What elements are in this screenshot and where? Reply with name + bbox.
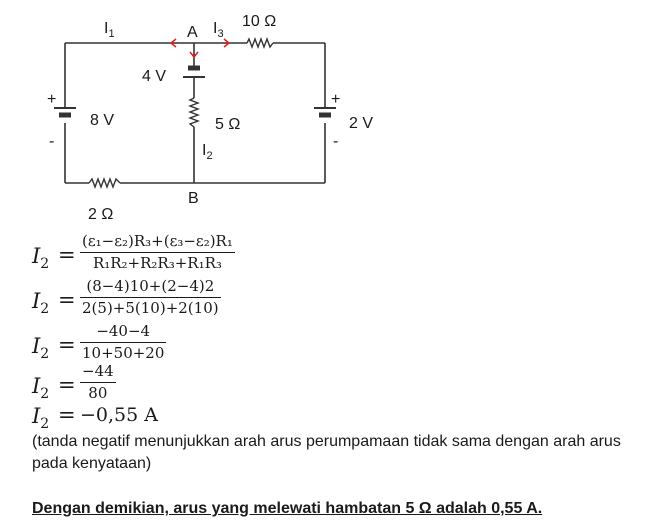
note-line-1: (tanda negatif menunjukkan arah arus perumpamaan tidak sama dengan arah arus — [32, 433, 621, 450]
equals-sign: = — [58, 243, 76, 267]
resistor-top — [247, 39, 273, 47]
label-r-top: 10 Ω — [242, 13, 277, 30]
battery-left — [54, 108, 76, 115]
equals-sign: = — [58, 403, 76, 427]
fraction-bar — [80, 297, 221, 298]
current-arrows — [171, 39, 229, 57]
equals-sign: = — [58, 288, 76, 312]
battery-middle — [183, 68, 205, 77]
fraction-numerator: −44 — [82, 362, 114, 380]
label-node-a: A — [187, 24, 198, 41]
fraction-denominator: 2(5)+5(10)+2(10) — [82, 299, 219, 317]
fraction-numerator: (ε₁−ε₂)R₃+(ε₃−ε₂)R₁ — [82, 232, 233, 250]
conclusion-text: Dengan demikian, arus yang melewati hambatan 5 Ω adalah 0,55 A. — [32, 500, 543, 517]
label-i3: $I_3$ — [213, 20, 224, 40]
fraction-denominator: R₁R₂+R₂R₃+R₁R₃ — [92, 254, 222, 272]
label-node-b: B — [188, 190, 199, 207]
equation-lhs: $I_2$ — [32, 334, 50, 363]
fraction-bar — [80, 342, 166, 343]
fraction-bar — [80, 252, 235, 253]
equation-fraction-4 — [80, 362, 116, 402]
battery-right — [314, 108, 336, 115]
equation-result: −0,55 A — [80, 404, 158, 426]
fraction-numerator: (8−4)10+(2−4)2 — [86, 277, 215, 295]
label-r-mid: 5 Ω — [215, 116, 241, 133]
equals-sign: = — [58, 373, 76, 397]
label-emf-mid: 4 V — [142, 68, 167, 85]
equation-lhs: $I_2$ — [32, 289, 50, 318]
circuit-diagram — [0, 0, 672, 230]
note-line-2: pada kenyataan) — [32, 455, 152, 472]
equation-fraction-2 — [80, 277, 221, 317]
resistor-bottom — [89, 179, 120, 187]
equation-fraction-3 — [80, 322, 166, 362]
label-plus-left: + — [47, 91, 57, 108]
equation-lhs: $I_2$ — [32, 374, 50, 403]
label-i2: $I_2$ — [202, 142, 213, 162]
equals-sign: = — [58, 333, 76, 357]
equation-lhs: $I_2$ — [32, 244, 50, 273]
label-plus-right: + — [331, 91, 341, 108]
label-emf-right: 2 V — [349, 115, 374, 132]
explanation-note — [32, 431, 621, 475]
fraction-denominator: 80 — [88, 384, 108, 402]
label-r-bottom: 2 Ω — [88, 206, 114, 223]
equation-fraction-1 — [80, 232, 235, 272]
fraction-bar — [80, 382, 116, 383]
label-i1: $I_1$ — [104, 20, 115, 40]
resistor-middle — [190, 98, 198, 127]
label-minus-right: - — [333, 133, 339, 150]
fraction-denominator: 10+50+20 — [82, 344, 165, 362]
label-emf-left: 8 V — [90, 112, 115, 129]
fraction-numerator: −40−4 — [96, 322, 151, 340]
equation-lhs: $I_2$ — [32, 404, 50, 433]
label-minus-left: - — [49, 133, 55, 150]
